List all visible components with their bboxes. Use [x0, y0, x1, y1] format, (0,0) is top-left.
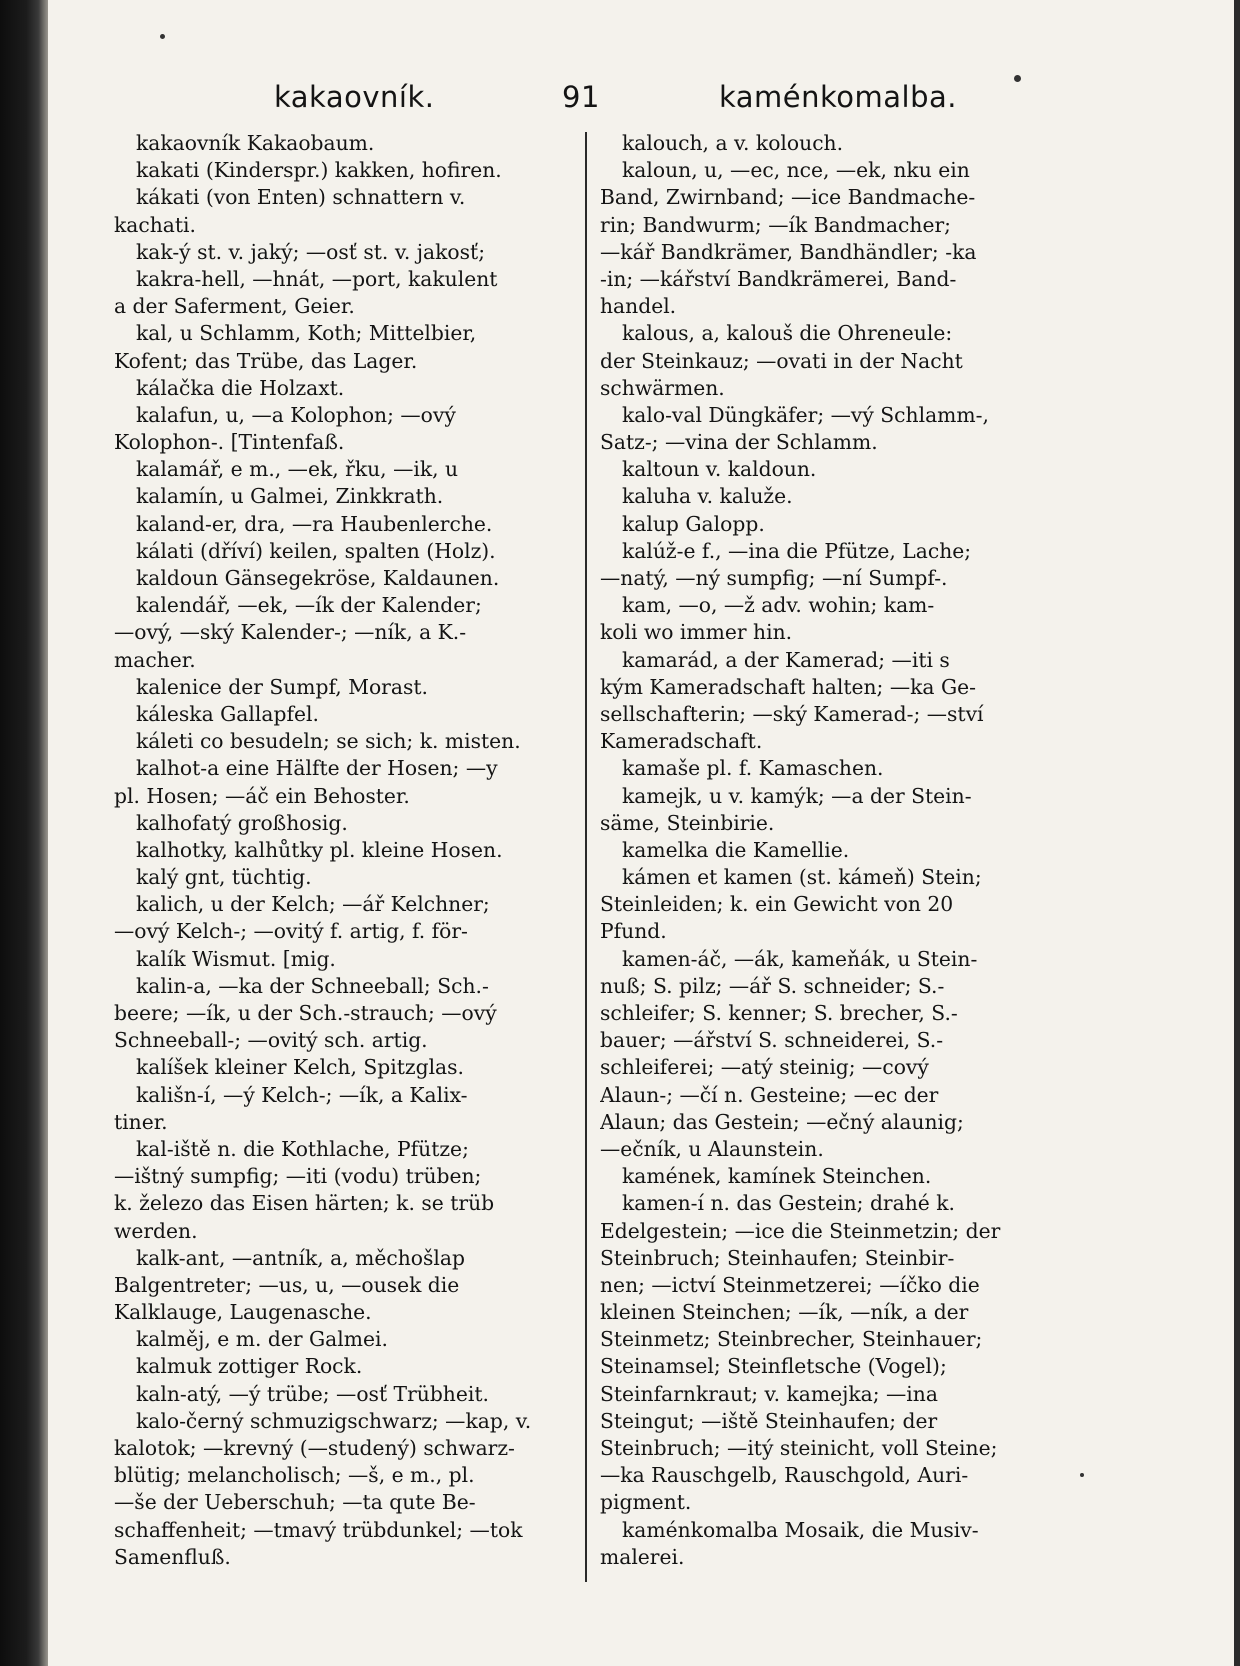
entry-line: handel.	[600, 294, 677, 319]
entry-line: sellschafterin; —ský Kamerad-; —ství	[600, 701, 984, 726]
entry-line: tiner.	[114, 1109, 168, 1134]
entry-line: kamejk, u v. kamýk; —a der Stein-	[622, 783, 972, 808]
entry-line: kalo-černý schmuzigschwarz; —kap, v.	[136, 1408, 532, 1433]
entry-line: nen; —ictví Steinmetzerei; —íčko die	[600, 1272, 980, 1297]
entry-line: kalý gnt, tüchtig.	[136, 865, 312, 890]
entry-line: kaln-atý, —ý trübe; —osť Trübheit.	[136, 1381, 489, 1406]
right-column	[600, 130, 1074, 1610]
entry-line: kamen-í n. das Gestein; drahé k.	[622, 1191, 955, 1216]
entry-line: kaltoun v. kaldoun.	[622, 457, 817, 482]
entry-line: kaland-er, dra, —ra Haubenlerche.	[136, 511, 493, 536]
left-column	[114, 130, 564, 1610]
entry-line: der Steinkauz; —ovati in der Nacht	[600, 348, 963, 373]
entry-line: kal, u Schlamm, Koth; Mittelbier,	[136, 321, 477, 346]
entry-line: Kolophon-. [Tintenfaß.	[114, 430, 345, 455]
entry-line: kalhofatý großhosig.	[136, 810, 348, 835]
header-right-guideword: kaménkomalba.	[719, 80, 958, 114]
page-header	[114, 80, 1074, 126]
entry-line: Kofent; das Trübe, das Lager.	[114, 348, 418, 373]
entry-line: k. železo das Eisen härten; k. se trüb	[114, 1191, 495, 1216]
entry-line: Edelgestein; —ice die Steinmetzin; der	[600, 1218, 1001, 1243]
entry-line: Steinmetz; Steinbrecher, Steinhauer;	[600, 1327, 983, 1352]
entry-line: schleifer; S. kenner; S. brecher, S.-	[600, 1001, 958, 1025]
entry-line: kalk-ant, —antník, a, měchošlap	[136, 1245, 465, 1270]
header-left-guideword: kakaovník.	[274, 80, 435, 114]
entry-line: kalhotky, kalhůtky pl. kleine Hosen.	[136, 837, 503, 862]
entry-line: kalich, u der Kelch; —ář Kelchner;	[136, 892, 490, 917]
entry-line: kalamář, e m., —ek, řku, —ik, u	[136, 457, 459, 482]
entry-line: —ištný sumpfig; —iti (vodu) trüben;	[114, 1164, 482, 1189]
entry-line: kaloun, u, —ec, nce, —ek, nku ein	[622, 158, 970, 183]
entry-line: kalafun, u, —a Kolophon; —ový	[136, 402, 456, 427]
entry-line: kým Kameradschaft halten; —ka Ge-	[600, 674, 976, 699]
entry-line: —kář Bandkrämer, Bandhändler; -ka	[600, 239, 977, 264]
entry-line: kamének, kamínek Steinchen.	[622, 1164, 932, 1189]
page-number: 91	[562, 80, 600, 114]
entry-line: Schneeball-; —ovitý sch. artig.	[114, 1028, 428, 1053]
entry-line: kalotok; —krevný (—studený) schwarz-	[114, 1436, 515, 1460]
entry-line: Steinbruch; Steinhaufen; Steinbir-	[600, 1245, 955, 1270]
entry-line: kakaovník Kakaobaum.	[136, 131, 375, 155]
entry-line: kalendář, —ek, —ík der Kalender;	[136, 593, 482, 618]
entry-line: beere; —ík, u der Sch.-strauch; —ový	[114, 1001, 497, 1025]
entry-line: schleiferei; —atý steinig; —cový	[600, 1055, 929, 1080]
ink-speck	[160, 34, 165, 39]
entry-line: bauer; —ářství S. schneiderei, S.-	[600, 1028, 944, 1053]
entry-line: Band, Zwirnband; —ice Bandmache-	[600, 185, 976, 210]
page-edge	[1234, 0, 1240, 1666]
entry-line: malerei.	[600, 1544, 685, 1569]
entry-line: —ový Kelch-; —ovitý f. artig, f. för-	[114, 919, 468, 944]
entry-line: -in; —kářství Bandkrämerei, Band-	[600, 266, 957, 291]
dictionary-page	[114, 70, 1074, 1610]
entry-line: Steinamsel; Steinfletsche (Vogel);	[600, 1354, 947, 1379]
entry-line: Kameradschaft.	[600, 729, 763, 754]
entry-line: kaldoun Gänsegekröse, Kaldaunen.	[136, 566, 500, 590]
entry-line: —ečník, u Alaunstein.	[600, 1136, 824, 1161]
entry-line: koli wo immer hin.	[600, 620, 793, 645]
entry-line: kákati (von Enten) schnattern v.	[136, 185, 466, 210]
entry-line: kalíšek kleiner Kelch, Spitzglas.	[136, 1055, 464, 1080]
ink-speck	[1080, 1473, 1084, 1477]
entry-line: kamarád, a der Kamerad; —iti s	[622, 647, 950, 672]
entry-line: kam, —o, —ž adv. wohin; kam-	[622, 593, 935, 618]
entry-line: Satz-; —vina der Schlamm.	[600, 430, 878, 455]
entry-line: káleska Gallapfel.	[136, 701, 319, 726]
entry-line: —natý, —ný sumpfig; —ní Sumpf-.	[600, 566, 948, 590]
entry-line: kalamín, u Galmei, Zinkkrath.	[136, 484, 444, 509]
entry-line: kamaše pl. f. Kamaschen.	[622, 756, 884, 781]
entry-line: kleinen Steinchen; —ík, —ník, a der	[600, 1300, 969, 1325]
entry-line: kamen-áč, —ák, kameňák, u Stein-	[622, 946, 978, 971]
entry-line: kamelka die Kamellie.	[622, 837, 850, 862]
entry-line: kalmuk zottiger Rock.	[136, 1354, 363, 1379]
entry-line: kámen et kamen (st. kámeň) Stein;	[622, 865, 982, 890]
entry-line: pl. Hosen; —áč ein Behoster.	[114, 783, 410, 808]
entry-line: kalo-val Düngkäfer; —vý Schlamm-,	[622, 402, 989, 427]
entry-line: kalhot-a eine Hälfte der Hosen; —y	[136, 756, 498, 781]
entry-line: Pfund.	[600, 919, 667, 944]
entry-line: kálačka die Holzaxt.	[136, 375, 345, 400]
entry-line: kalouch, a v. kolouch.	[622, 131, 844, 155]
entry-line: kališn-í, —ý Kelch-; —ík, a Kalix-	[136, 1082, 468, 1107]
entry-line: werden.	[114, 1218, 198, 1243]
entry-line: schaffenheit; —tmavý trübdunkel; —tok	[114, 1517, 523, 1542]
entry-line: Alaun; das Gestein; —ečný alaunig;	[600, 1109, 964, 1134]
entry-line: —še der Ueberschuh; —ta qute Be-	[114, 1490, 476, 1515]
entry-line: Steingut; —iště Steinhaufen; der	[600, 1408, 938, 1433]
entry-line: kal-iště n. die Kothlache, Pfütze;	[136, 1136, 469, 1161]
entry-line: kalenice der Sumpf, Morast.	[136, 674, 428, 699]
entry-line: kakati (Kinderspr.) kakken, hofiren.	[136, 158, 502, 183]
entry-line: säme, Steinbirie.	[600, 810, 775, 835]
entry-line: kalin-a, —ka der Schneeball; Sch.-	[136, 973, 489, 998]
entry-line: kalměj, e m. der Galmei.	[136, 1327, 388, 1352]
entry-line: pigment.	[600, 1490, 692, 1515]
entry-line: kálati (dříví) keilen, spalten (Holz).	[136, 538, 496, 563]
entry-line: Balgentreter; —us, u, —ousek die	[114, 1272, 460, 1297]
entry-line: káleti co besudeln; se sich; k. misten.	[136, 729, 521, 754]
entry-line: macher.	[114, 647, 196, 672]
entry-line: kalup Galopp.	[622, 511, 765, 536]
entry-line: kalík Wismut. [mig.	[136, 946, 336, 971]
entry-line: kakra-hell, —hnát, —port, kakulent	[136, 266, 498, 291]
entry-line: kaluha v. kaluže.	[622, 484, 793, 509]
entry-line: Kalklauge, Laugenasche.	[114, 1300, 372, 1325]
entry-line: Samenfluß.	[114, 1544, 231, 1569]
entry-line: nuß; S. pilz; —ář S. schneider; S.-	[600, 973, 945, 998]
entry-line: —ový, —ský Kalender-; —ník, a K.-	[114, 620, 467, 645]
entry-line: a der Saferment, Geier.	[114, 294, 355, 319]
column-divider	[585, 132, 587, 1582]
entry-line: —ka Rauschgelb, Rauschgold, Auri-	[600, 1463, 969, 1488]
entry-line: rin; Bandwurm; —ík Bandmacher;	[600, 212, 952, 237]
entry-line: kaménkomalba Mosaik, die Musiv-	[622, 1517, 979, 1542]
entry-line: Steinleiden; k. ein Gewicht von 20	[600, 892, 954, 917]
entry-line: blütig; melancholisch; —š, e m., pl.	[114, 1463, 475, 1488]
entry-line: kalous, a, kalouš die Ohreneule:	[622, 321, 953, 346]
entry-line: kalúž-e f., —ina die Pfütze, Lache;	[622, 538, 972, 563]
entry-line: kak-ý st. v. jaký; —osť st. v. jakosť;	[136, 239, 486, 264]
entry-line: Steinbruch; —itý steinicht, voll Steine;	[600, 1436, 998, 1460]
book-spine-shadow	[0, 0, 48, 1666]
entry-line: kachati.	[114, 212, 196, 237]
entry-line: schwärmen.	[600, 375, 725, 400]
entry-line: Alaun-; —čí n. Gesteine; —ec der	[600, 1082, 939, 1107]
entry-line: Steinfarnkraut; v. kamejka; —ina	[600, 1381, 938, 1406]
